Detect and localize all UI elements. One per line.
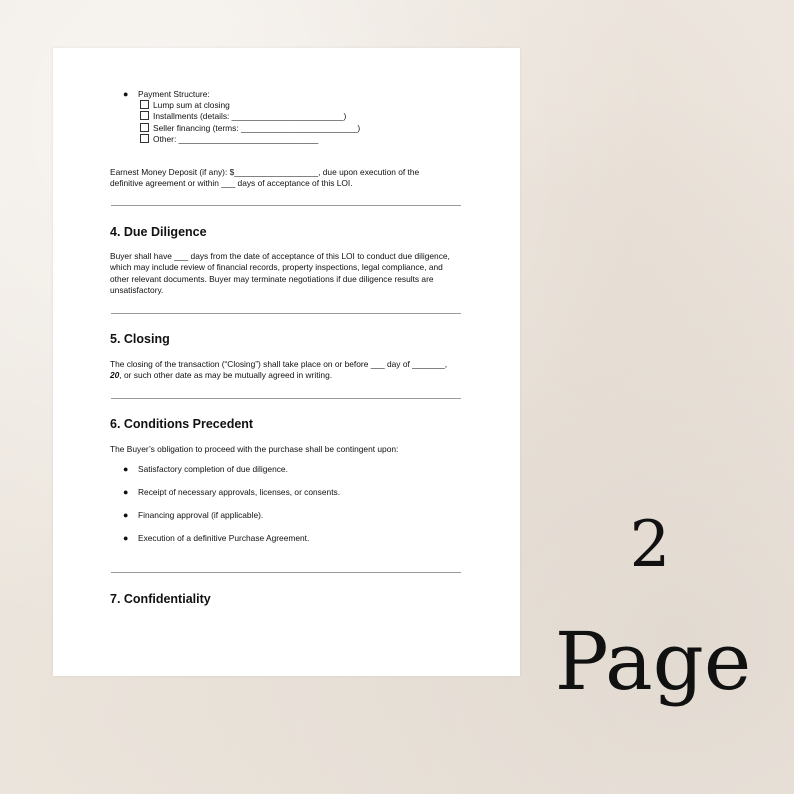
section-5-line-2-rest: , or such other date as may be mutually agreed in writing.: [119, 370, 333, 380]
page-word: Page: [554, 615, 752, 708]
divider: [111, 313, 461, 314]
bullet-icon: ●: [123, 510, 129, 520]
list-item: Satisfactory completion of due diligence.: [138, 464, 288, 474]
list-item: Execution of a definitive Purchase Agreement.: [138, 533, 310, 543]
checkbox-icon[interactable]: [140, 111, 149, 120]
section-6-title: 6. Conditions Precedent: [110, 417, 254, 431]
checkbox-option[interactable]: Installments (details: ________________________): [140, 111, 346, 123]
section-5-line-1: The closing of the transaction (“Closing”) shall take place on or before ___ day of _______,: [110, 359, 448, 369]
section-5-title: 5. Closing: [110, 332, 170, 346]
list-item: Receipt of necessary approvals, licenses, or consents.: [138, 487, 341, 497]
section-4-line: unsatisfactory.: [110, 285, 164, 295]
section-4-line: other relevant documents. Buyer may terminate negotiations if due diligence results are: [110, 274, 434, 284]
divider: [111, 398, 461, 399]
list-item: Financing approval (if applicable).: [138, 510, 264, 520]
divider: [111, 572, 461, 573]
section-5-line-2: [110, 370, 332, 382]
earnest-money-line-2: definitive agreement or within ___ days of acceptance of this LOI.: [110, 178, 353, 188]
earnest-money-line-1: Earnest Money Deposit (if any): $__________________, due upon execution of the: [110, 167, 420, 177]
section-4-line: which may include review of financial records, property inspections, legal compliance, and: [110, 262, 443, 272]
payment-structure-heading: Payment Structure:: [138, 89, 210, 99]
section-4-line: Buyer shall have ___ days from the date of acceptance of this LOI to conduct due diligence,: [110, 251, 450, 261]
year-prefix: 20: [110, 370, 120, 380]
divider: [111, 205, 461, 206]
bullet-icon: ●: [123, 487, 129, 497]
checkbox-icon[interactable]: [140, 100, 149, 109]
section-4-title: 4. Due Diligence: [110, 225, 207, 239]
checkbox-option[interactable]: Lump sum at closing: [140, 100, 230, 112]
checkbox-option[interactable]: Other: ______________________________: [140, 134, 318, 146]
checkbox-icon[interactable]: [140, 123, 149, 132]
bullet-icon: ●: [123, 464, 129, 474]
section-7-title: 7. Confidentiality: [110, 592, 211, 606]
page-number: 2: [629, 508, 671, 582]
document-page: [53, 48, 520, 676]
checkbox-icon[interactable]: [140, 134, 149, 143]
section-6-intro: The Buyer’s obligation to proceed with the purchase shall be contingent upon:: [110, 444, 399, 454]
bullet-icon: ●: [123, 89, 129, 99]
bullet-icon: ●: [123, 533, 129, 543]
checkbox-option[interactable]: Seller financing (terms: _________________________): [140, 123, 360, 135]
